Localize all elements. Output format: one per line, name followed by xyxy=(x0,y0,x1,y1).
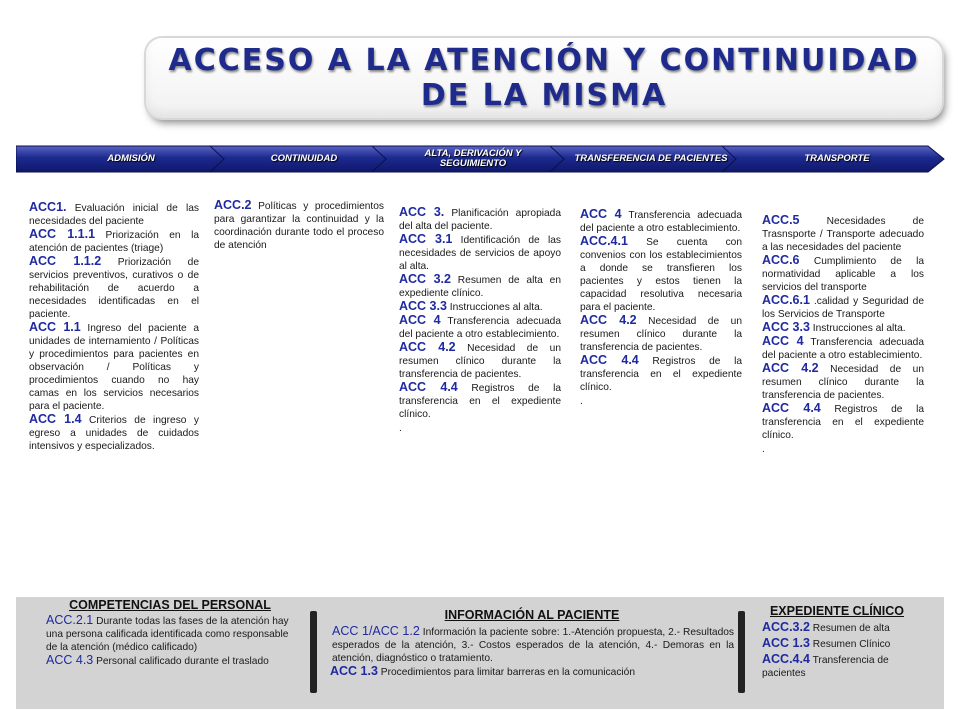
list-item: ACC.4.1 Se cuenta con convenios con los establecimientos a donde se transfieren los pacientes y estos tienen la capacidad resolutiva necesaria para el paciente. xyxy=(580,234,742,313)
list-item: . xyxy=(580,396,583,407)
list-item: ACC 3.3 Instrucciones al alta. xyxy=(762,320,906,334)
list-item: . xyxy=(399,423,402,434)
list-item: ACC1. Evaluación inicial de las necesidades del paciente xyxy=(29,200,199,227)
bottom-panel xyxy=(16,597,944,709)
page-title: ACCESO A LA ATENCIÓN Y CONTINUIDAD DE LA MISMA xyxy=(168,43,920,113)
divider xyxy=(310,611,317,693)
column-transferencia xyxy=(580,208,742,408)
column-transporte xyxy=(762,214,924,456)
list-item: ACC 4 Transferencia adecuada del paciente a otro establecimiento. xyxy=(762,334,924,361)
list-item: ACC.4.4 Transferencia de pacientes xyxy=(762,652,889,679)
list-item: . xyxy=(762,444,765,455)
section-heading: COMPETENCIAS DEL PERSONAL xyxy=(69,598,271,612)
list-item: ACC.3.2 Resumen de alta xyxy=(762,620,890,634)
list-item: ACC 1.4 Criterios de ingreso y egreso a unidades de cuidados intensivos y especializados. xyxy=(29,412,199,452)
list-item: ACC 3.3 Instrucciones al alta. xyxy=(399,299,543,313)
column-continuidad xyxy=(214,199,384,252)
step-alta xyxy=(372,142,568,176)
list-item: ACC.6 Cumplimiento de la normatividad aplicable a los servicios del transporte xyxy=(762,253,924,293)
list-item: ACC.2 Políticas y procedimientos para garantizar la continuidad y la coordinación durante todo el proceso de atención xyxy=(214,198,384,251)
divider xyxy=(738,611,745,693)
list-item: ACC 1.3 Procedimientos para limitar barreras en la comunicación xyxy=(330,664,636,678)
section-informacion xyxy=(330,609,734,679)
list-item: ACC 4.4 Registros de la transferencia en el expediente clínico. xyxy=(399,380,562,420)
step-label: TRANSFERENCIA DE PACIENTES xyxy=(574,153,728,164)
step-label: ADMISIÓN xyxy=(107,153,155,164)
title-banner xyxy=(146,38,942,118)
list-item: ACC 4.2 Necesidad de un resumen clínico durante la transferencia de pacientes. xyxy=(399,340,561,380)
list-item: ACC.2.1 Durante todas las fases de la atención hay una persona calificada identificada como responsable de la atención (médico calificado) xyxy=(46,613,289,653)
list-item: ACC 1.3 Resumen Clínico xyxy=(762,636,891,650)
list-item: ACC 4.2 Necesidad de un resumen clínico durante la transferencia de pacientes. xyxy=(762,361,924,401)
step-continuidad xyxy=(210,142,392,176)
step-admision xyxy=(16,142,240,176)
section-competencias xyxy=(46,599,294,668)
list-item: ACC.6.1 .calidad y Seguridad de los Servicios de Transporte xyxy=(762,293,924,320)
step-transferencia xyxy=(550,142,746,176)
list-item: ACC 3. Planificación apropiada del alta del paciente. xyxy=(399,205,561,232)
list-item: ACC 3.2 Resumen de alta en expediente clínico. xyxy=(399,272,562,299)
list-item: ACC 4.2 Necesidad de un resumen clínico durante la transferencia de pacientes. xyxy=(580,313,742,353)
list-item: ACC.5 Necesidades de Trasnsporte / Transporte adecuado a las necesidades del paciente xyxy=(762,213,924,253)
column-admision xyxy=(29,201,199,453)
list-item: ACC 4 Transferencia adecuada del paciente a otro establecimiento. xyxy=(580,207,742,234)
section-expediente xyxy=(762,603,932,680)
list-item: ACC 3.1 Identificación de las necesidades de servicios de apoyo al alta. xyxy=(399,232,561,272)
list-item: ACC 4.4 Registros de la transferencia en el expediente clínico. xyxy=(580,353,743,393)
list-item: ACC 1.1.1 Priorización en la atención de pacientes (triage) xyxy=(29,227,199,254)
list-item: ACC 1.1.2 Priorización de servicios preventivos, curativos o de rehabilitación de acuerdo a necesidades identificadas en el paciente. xyxy=(29,254,199,320)
list-item: ACC 4.4 Registros de la transferencia en el expediente clínico. xyxy=(762,401,925,441)
list-item: ACC 4 Transferencia adecuada del paciente a otro establecimiento. xyxy=(399,313,561,340)
step-label: CONTINUIDAD xyxy=(270,153,338,164)
step-label: ALTA, DERIVACIÓN Y SEGUIMIENTO xyxy=(424,148,522,169)
list-item: ACC 1.1 Ingreso del paciente a unidades de internamiento / Políticas y procedimientos para pacientes en observación / Políticas y procedimientos cuando no hay camas en los servicios necesarios para el paciente. xyxy=(29,320,199,412)
step-label: TRANSPORTE xyxy=(804,153,870,164)
list-item: ACC 1/ACC 1.2 Información la paciente sobre: 1.-Atención propuesta, 2.- Resultados esperados de la atención, 3.- Costos esperados de la atención, 4.- Demoras en la atención, diagnóstico o tratamiento. xyxy=(332,624,734,664)
column-alta xyxy=(399,206,561,435)
process-steps xyxy=(16,142,946,176)
section-heading: EXPEDIENTE CLÍNICO xyxy=(769,604,905,618)
section-heading: INFORMACIÓN AL PACIENTE xyxy=(444,608,620,622)
list-item: ACC 4.3 Personal calificado durante el traslado xyxy=(46,653,269,667)
step-transporte xyxy=(722,142,946,176)
